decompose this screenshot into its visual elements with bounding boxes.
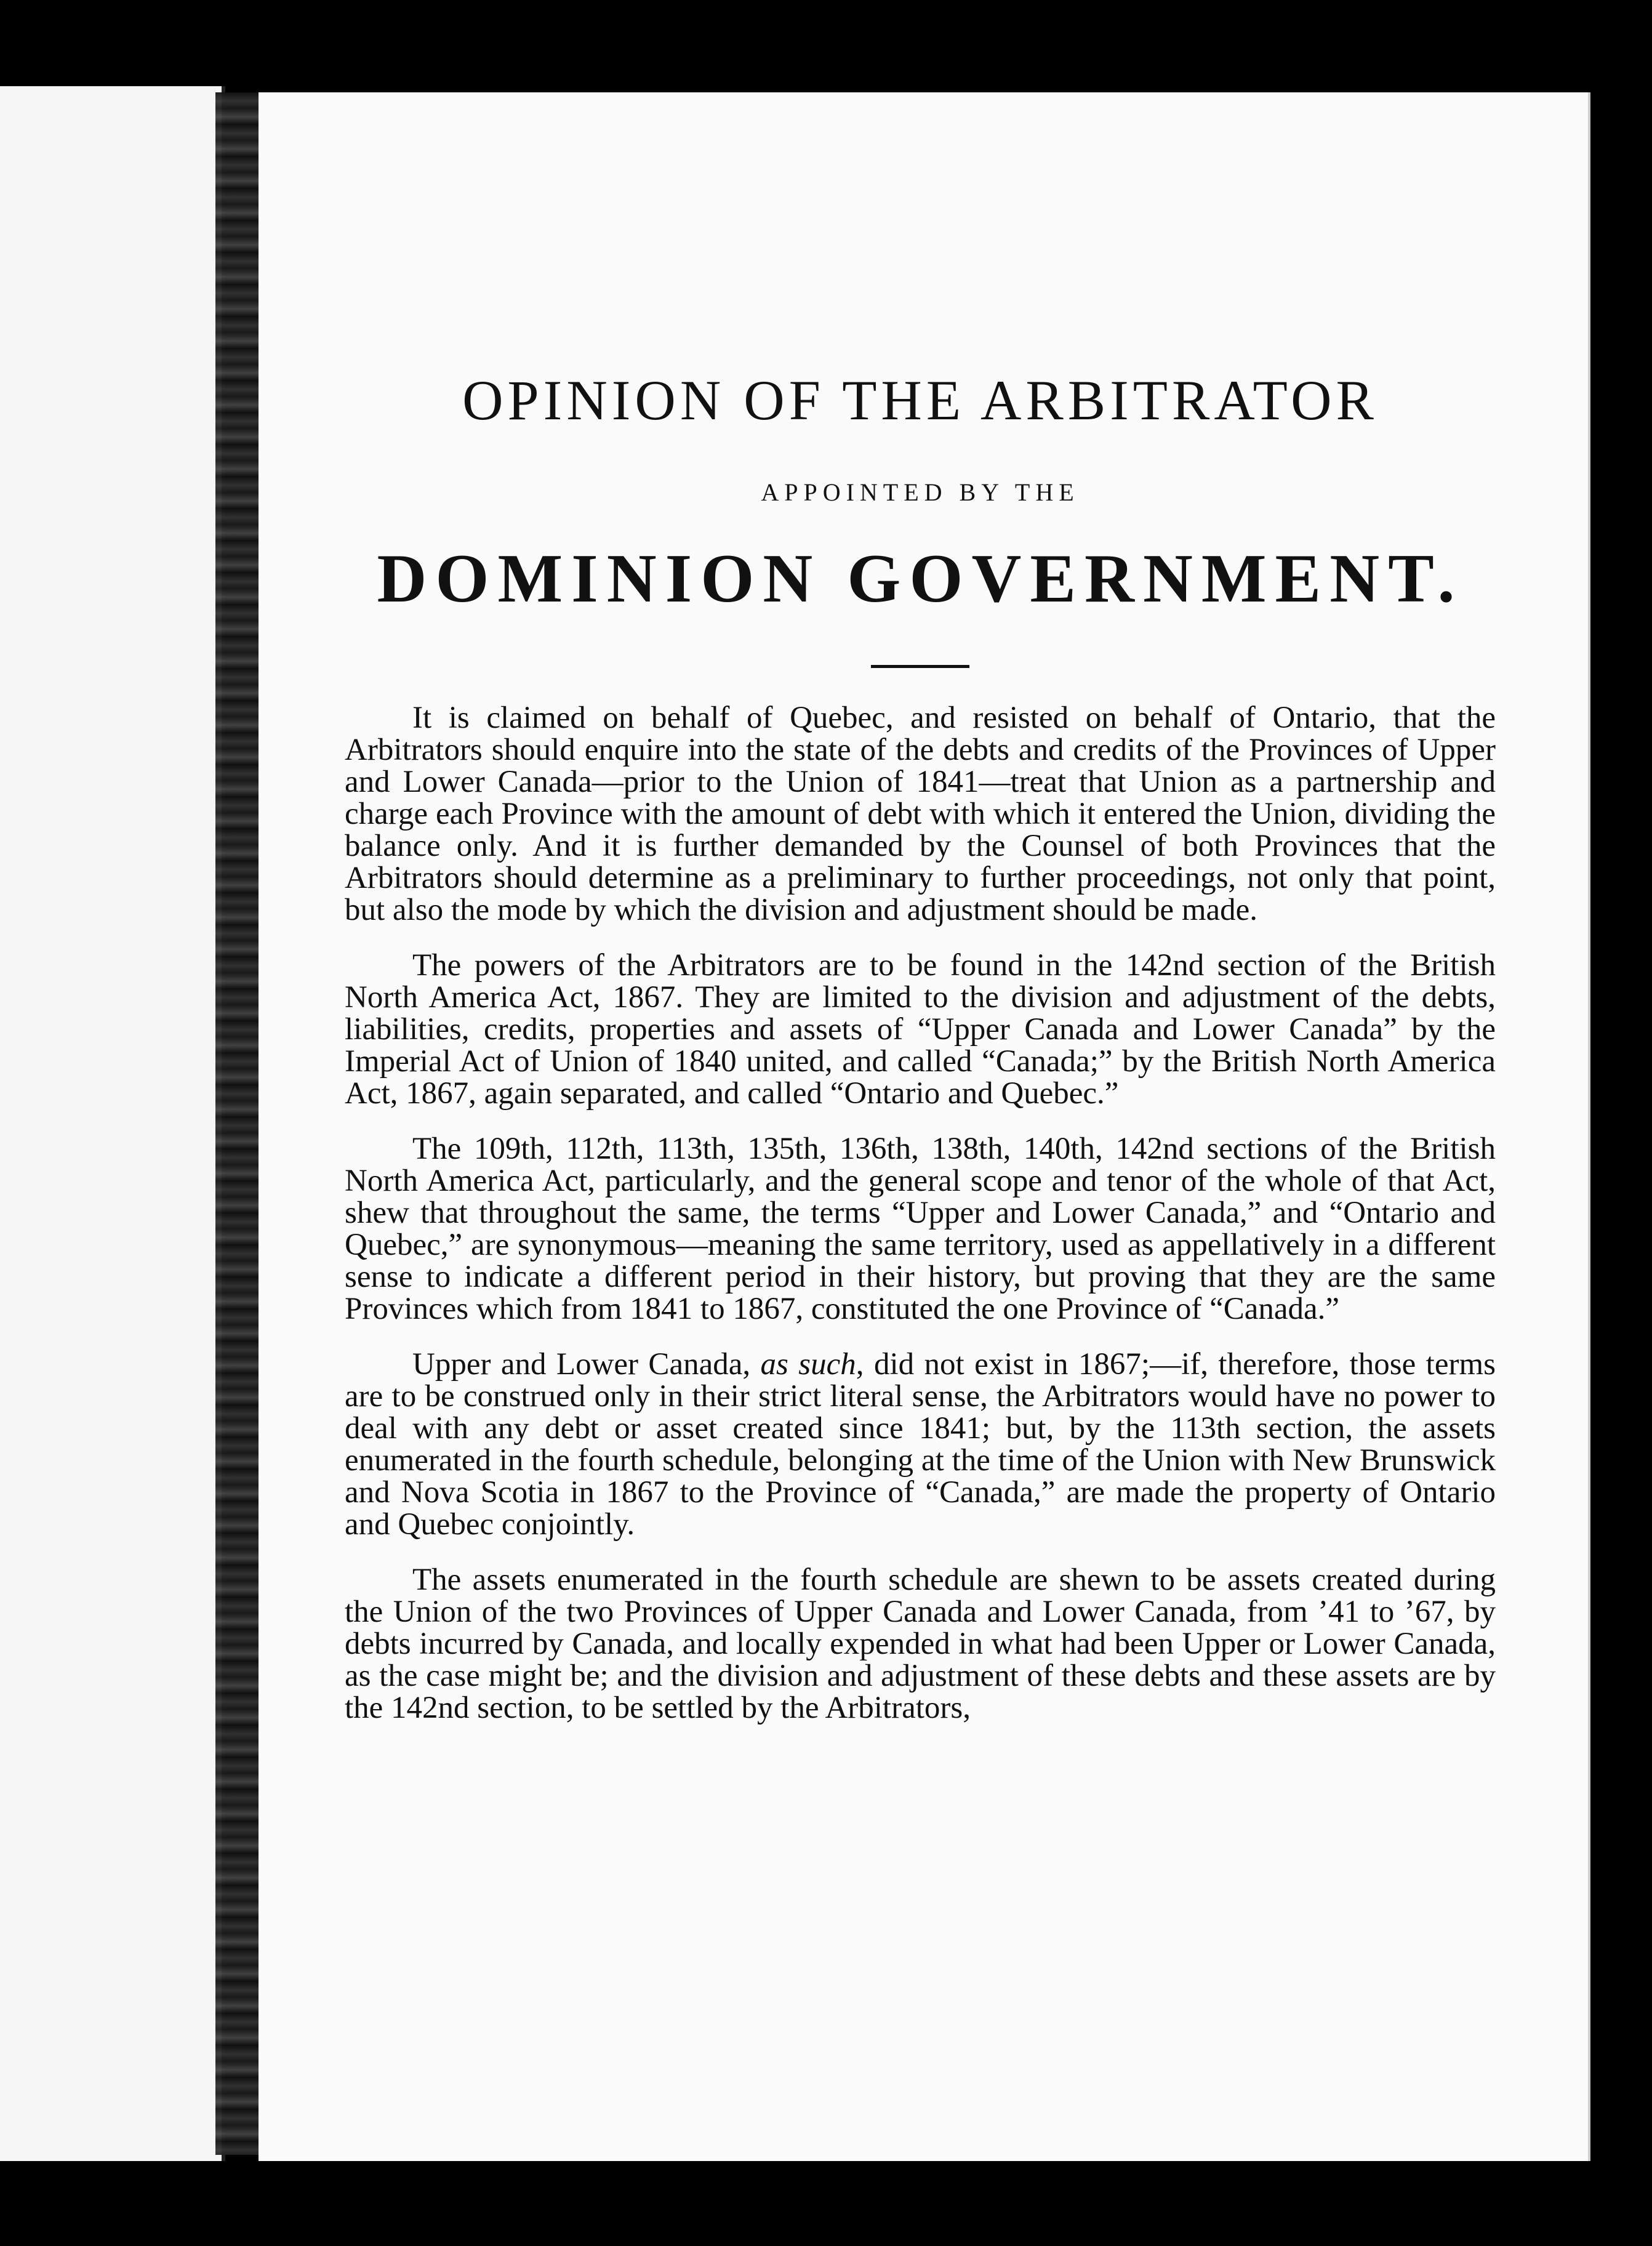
title-appointed-by: APPOINTED BY THE [761, 478, 1080, 506]
paragraph-2: The powers of the Arbitrators are to be found in the 142nd section of the British North America Act, 1867. They are limited to the division and adjustment of the debts, liabilities, credits, properties and assets of “Upper Canada and Lower Canada” by the Imperial Act of Union of 1840 united, and called “Canada;” by the British North America Act, 1867, again separated, and called “Ontario and Quebec.” [345, 948, 1496, 1111]
document-page [259, 92, 1590, 2161]
paragraph-5: The assets enumerated in the fourth schedule are shewn to be assets created during the Union of the two Provinces of Upper Canada and Lower Canada, from ’41 to ’67, by debts incurred by Canada, and locally expended in what had been Upper or Lower Canada, as the case might be; and the division and adjustment of these debts and these assets are by the 142nd section, to be settled by the Arbitrators, [345, 1563, 1496, 1725]
paragraph-3: The 109th, 112th, 113th, 135th, 136th, 138th, 140th, 142nd sections of the British North America Act, particularly, and the general scope and tenor of the whole of that Act, shew that throughout the same, the terms “Upper and Lower Canada,” and “Ontario and Quebec,” are synonymous—meaning the same territory, used as appellatively in a different sense to indicate a different period in their history, but proving that they are the same Provinces which from 1841 to 1867, constituted the one Province of “Canada.” [345, 1132, 1496, 1326]
paragraph-4-start: Upper and Lower Canada, [412, 1347, 761, 1382]
paragraph-1: It is claimed on behalf of Quebec, and resisted on behalf of Ontario, that the Arbitrators should enquire into the state of the debts and credits of the Provinces of Upper and Lower Canada—prior to the Union of 1841—treat that Union as a partnership and charge each Province with the amount of debt with which it entered the Union, dividing the balance only. And it is further demanded by the Counsel of both Provinces that the Arbitrators should determine as a preliminary to further proceedings, not only that point, but also the mode by which the division and adjustment should be made. [345, 701, 1496, 927]
title-rule [871, 665, 969, 668]
paragraph-4 [345, 1348, 1496, 1540]
book-binding [215, 92, 259, 2155]
paragraph-4-end: , did not exist in 1867;—if, therefore, those terms are to be construed only in their strict literal sense, the Arbitrators would have no power to deal with any debt or asset created since 1841; but, by the 113th section, the assets enumerated in the fourth schedule, belonging at the time of the Union with New Brunswick and Nova Scotia in 1867 to the Province of “Canada,” are made the property of Ontario and Quebec conjointly. [345, 1347, 1496, 1542]
page-content [345, 363, 1496, 1747]
paragraph-4-emphasis: as such [760, 1347, 856, 1382]
title-dominion-government: DOMINION GOVERNMENT. [377, 541, 1464, 617]
adjacent-page-edge [0, 86, 225, 2161]
body-text [345, 702, 1496, 1724]
title-opinion: OPINION OF THE ARBITRATOR [462, 369, 1378, 432]
